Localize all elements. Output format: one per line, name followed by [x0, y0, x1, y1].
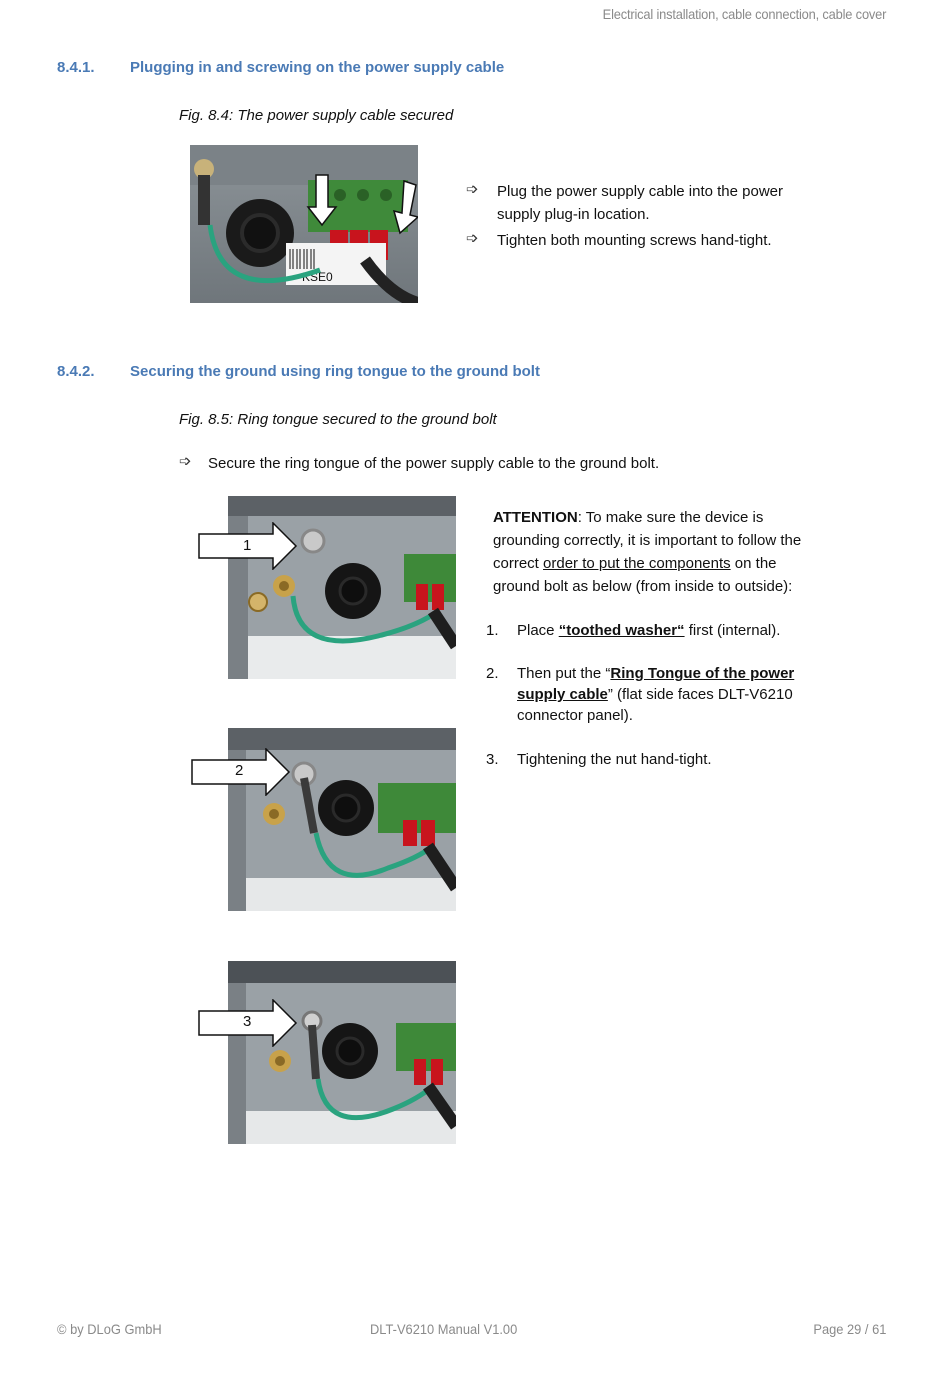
attention-text: ground bolt as below (from inside to outside): — [493, 578, 793, 595]
arrow-right-outline-icon: ➩ — [466, 181, 479, 198]
photo-label-text: KSE0 — [302, 270, 333, 284]
step-text: ” (flat side faces DLT-V6210 — [607, 686, 793, 703]
footer-page-number: Page 29 / 61 — [812, 1321, 886, 1337]
attention-text: on the — [730, 555, 777, 572]
arrow-right-outline-icon: ➩ — [466, 230, 479, 247]
callout-number: 1 — [243, 537, 252, 554]
footer-copyright: © by DLoG GmbH — [57, 1321, 162, 1337]
step-emphasis: Ring Tongue of the power — [610, 665, 795, 682]
step-number: 1. — [486, 622, 499, 639]
callout-arrow — [191, 748, 291, 801]
attention-note — [493, 506, 833, 598]
section-number: 8.4.1. — [57, 59, 95, 76]
section-number: 8.4.2. — [57, 363, 95, 380]
step-text-line: supply plug-in location. — [497, 206, 650, 223]
step-text: Tightening the nut hand-tight. — [517, 751, 712, 768]
callout-number: 3 — [243, 1013, 252, 1030]
attention-underlined: order to put the components — [543, 555, 731, 572]
section-title: Plugging in and screwing on the power supply cable — [130, 59, 505, 76]
callout-number: 2 — [235, 762, 244, 779]
callout-arrow — [198, 999, 298, 1052]
attention-text: : To make sure the device is — [577, 509, 764, 526]
power-cable-illustration — [190, 145, 418, 303]
step-text-line: Secure the ring tongue of the power supply cable to the ground bolt. — [208, 455, 660, 472]
step-emphasis: supply cable — [517, 686, 608, 703]
figure-caption: Fig. 8.4: The power supply cable secured — [179, 107, 454, 124]
arrow-right-outline-icon: ➩ — [179, 453, 192, 470]
figure-caption: Fig. 8.5: Ring tongue secured to the ground bolt — [179, 411, 497, 428]
attention-text: grounding correctly, it is important to follow the — [493, 532, 802, 549]
step-text: Place — [517, 622, 559, 639]
step-text-line: Tighten both mounting screws hand-tight. — [497, 232, 772, 249]
step-text: connector panel). — [517, 707, 633, 724]
step-number: 2. — [486, 665, 499, 682]
power-cable-photo — [190, 145, 418, 303]
footer-document-title: DLT-V6210 Manual V1.00 — [370, 1321, 518, 1337]
running-header: Electrical installation, cable connection, cable cover — [602, 6, 886, 22]
step-text: Then put the “ — [517, 665, 611, 682]
ground-bolt-photo-3 — [228, 961, 456, 1144]
step-text-line: Plug the power supply cable into the power — [497, 183, 784, 200]
callout-arrow — [198, 522, 298, 575]
step-text: first (internal). — [684, 622, 781, 639]
step-number: 3. — [486, 751, 499, 768]
ground-bolt-illustration — [228, 961, 456, 1144]
attention-text: correct — [493, 555, 544, 572]
section-title: Securing the ground using ring tongue to the ground bolt — [130, 363, 540, 380]
attention-label: ATTENTION — [493, 509, 578, 526]
step-emphasis: “toothed washer“ — [558, 622, 685, 639]
